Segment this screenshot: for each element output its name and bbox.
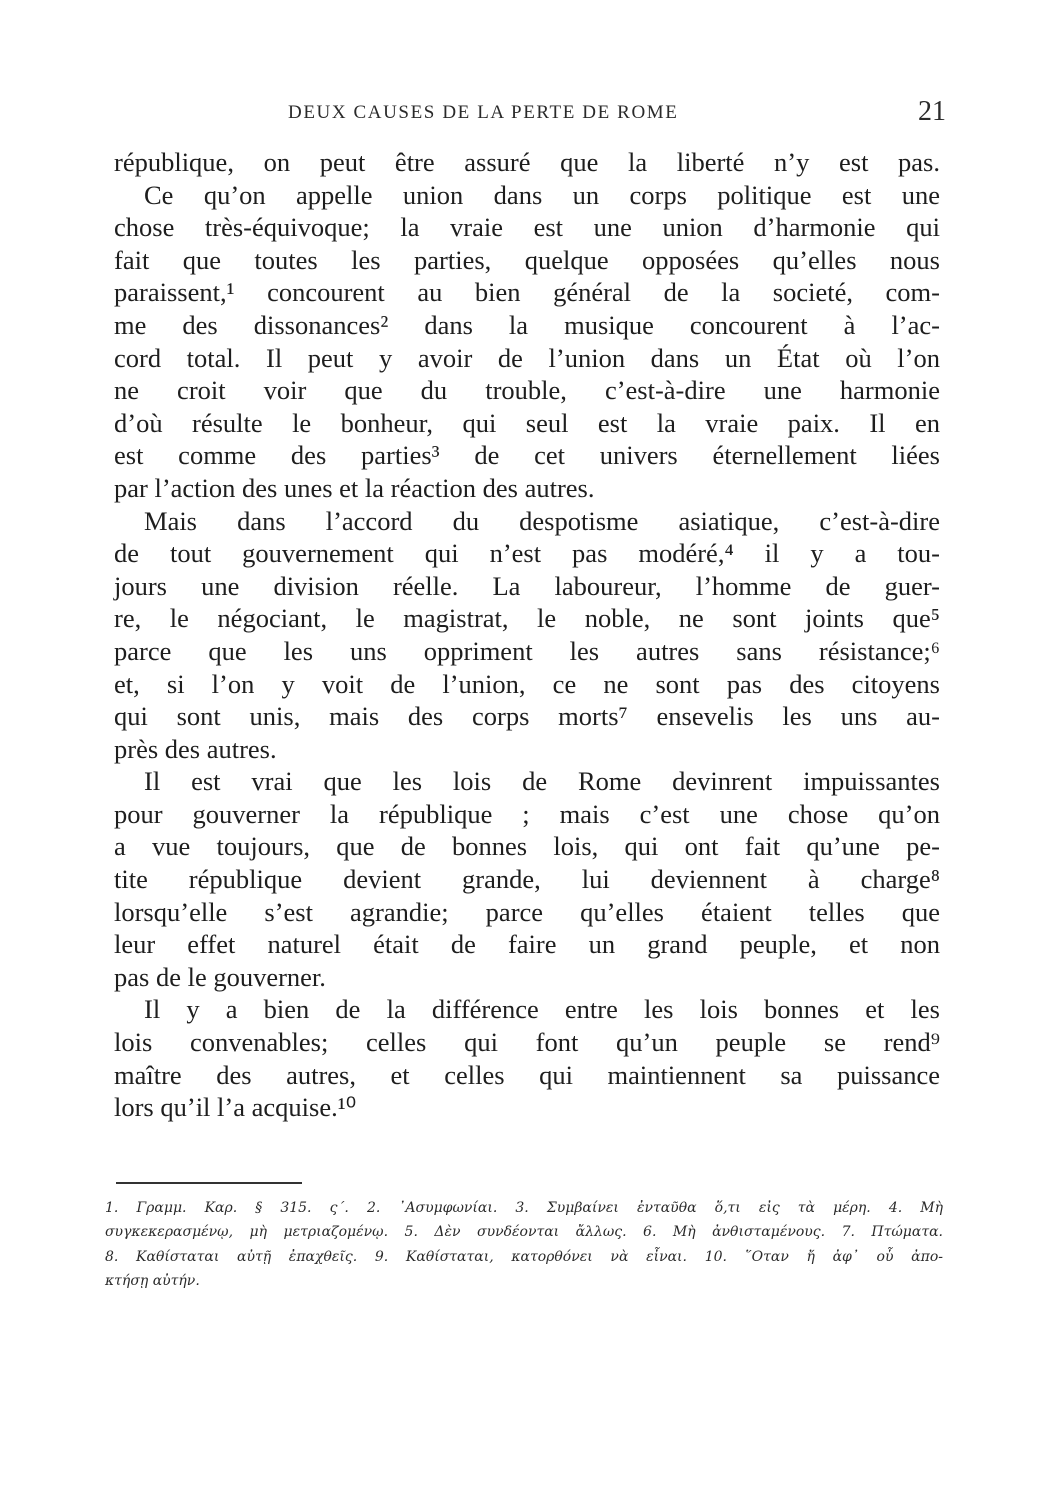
text-line: qui sont unis, mais des corps morts⁷ ensevelis les uns au- bbox=[114, 701, 940, 732]
page-number: 21 bbox=[918, 96, 946, 127]
page-header bbox=[0, 96, 1064, 130]
text-line: re, le négociant, le magistrat, le noble, ne sont joints que⁵ bbox=[114, 603, 940, 634]
text-line: et, si l’on y voit de l’union, ce ne sont pas des citoyens bbox=[114, 668, 940, 699]
text-line: fait que toutes les parties, quelque opposées qu’elles nous bbox=[114, 244, 940, 275]
text-line: paraissent,¹ concourent au bien général de la societé, com- bbox=[114, 277, 940, 308]
text-line: chose très-équivoque; la vraie est une union d’harmonie qui bbox=[114, 212, 940, 243]
text-line: lois convenables; celles qui font qu’un peuple se rend⁹ bbox=[114, 1027, 940, 1058]
text-line: parce que les uns oppriment les autres sans résistance;⁶ bbox=[114, 635, 940, 666]
text-line: Ce qu’on appelle union dans un corps politique est une bbox=[144, 179, 940, 210]
text-line: Mais dans l’accord du despotisme asiatique, c’est-à-dire bbox=[144, 505, 940, 536]
text-line: ne croit voir que du trouble, c’est-à-dire une harmonie bbox=[114, 375, 940, 406]
footnote-line: κτήσῃ αὐτήν. bbox=[105, 1272, 200, 1289]
text-line: lorsqu’elle s’est agrandie; parce qu’elles étaient telles que bbox=[114, 896, 940, 927]
text-line: a vue toujours, que de bonnes lois, qui ont fait qu’une pe- bbox=[114, 831, 940, 862]
footnote-line: συγκεκερασμένῳ, μὴ μετριαζομένῳ. 5. Δὲν συνδέονται ἄλλως. 6. Μὴ ἀνθισταμένους. 7. Πτώματα. bbox=[105, 1224, 943, 1241]
footnotes bbox=[105, 1196, 943, 1293]
footnote-line: 8. Καθίσταται αὐτῇ ἐπαχθεῖς. 9. Καθίσταται, κατορθόνει νὰ εἶναι. 10. ῞Οταν ἤ ἀφ᾿ οὗ ἀπο- bbox=[105, 1248, 943, 1265]
text-line: me des dissonances² dans la musique concourent à l’ac- bbox=[114, 309, 940, 340]
text-line: pas de le gouverner. bbox=[114, 961, 326, 992]
text-line: est comme des parties³ de cet univers éternellement liées bbox=[114, 440, 940, 471]
footnote-line: 1. Γραμμ. Καρ. § 315. ς΄. 2. ᾿Ασυμφωνίαι. 3. Συμβαίνει ἐνταῦθα ὅ,τι εἰς τὰ μέρη. 4. Μὴ bbox=[105, 1200, 943, 1216]
text-line: cord total. Il peut y avoir de l’union dans un État où l’on bbox=[114, 342, 940, 373]
running-title: DEUX CAUSES DE LA PERTE DE ROME bbox=[288, 102, 679, 123]
text-line: maître des autres, et celles qui maintiennent sa puissance bbox=[114, 1059, 940, 1090]
text-line: par l’action des unes et la réaction des autres. bbox=[114, 472, 595, 503]
text-line: république, on peut être assuré que la liberté n’y est pas. bbox=[114, 147, 940, 177]
text-line: pour gouverner la république ; mais c’est une chose qu’on bbox=[114, 798, 940, 829]
body-text bbox=[114, 146, 940, 1124]
text-line: lors qu’il l’a acquise.¹⁰ bbox=[114, 1092, 357, 1123]
text-line: leur effet naturel était de faire un grand peuple, et non bbox=[114, 929, 940, 960]
text-line: d’où résulte le bonheur, qui seul est la vraie paix. Il en bbox=[114, 407, 940, 438]
footnote-separator bbox=[116, 1182, 302, 1184]
text-line: Il est vrai que les lois de Rome devinrent impuissantes bbox=[144, 766, 940, 797]
text-line: près des autres. bbox=[114, 733, 277, 764]
text-line: de tout gouvernement qui n’est pas modéré,⁴ il y a tou- bbox=[114, 538, 940, 569]
text-line: jours une division réelle. La laboureur, l’homme de guer- bbox=[114, 570, 940, 601]
text-line: tite république devient grande, lui deviennent à charge⁸ bbox=[114, 864, 940, 895]
text-line: Il y a bien de la différence entre les lois bonnes et les bbox=[144, 994, 940, 1025]
